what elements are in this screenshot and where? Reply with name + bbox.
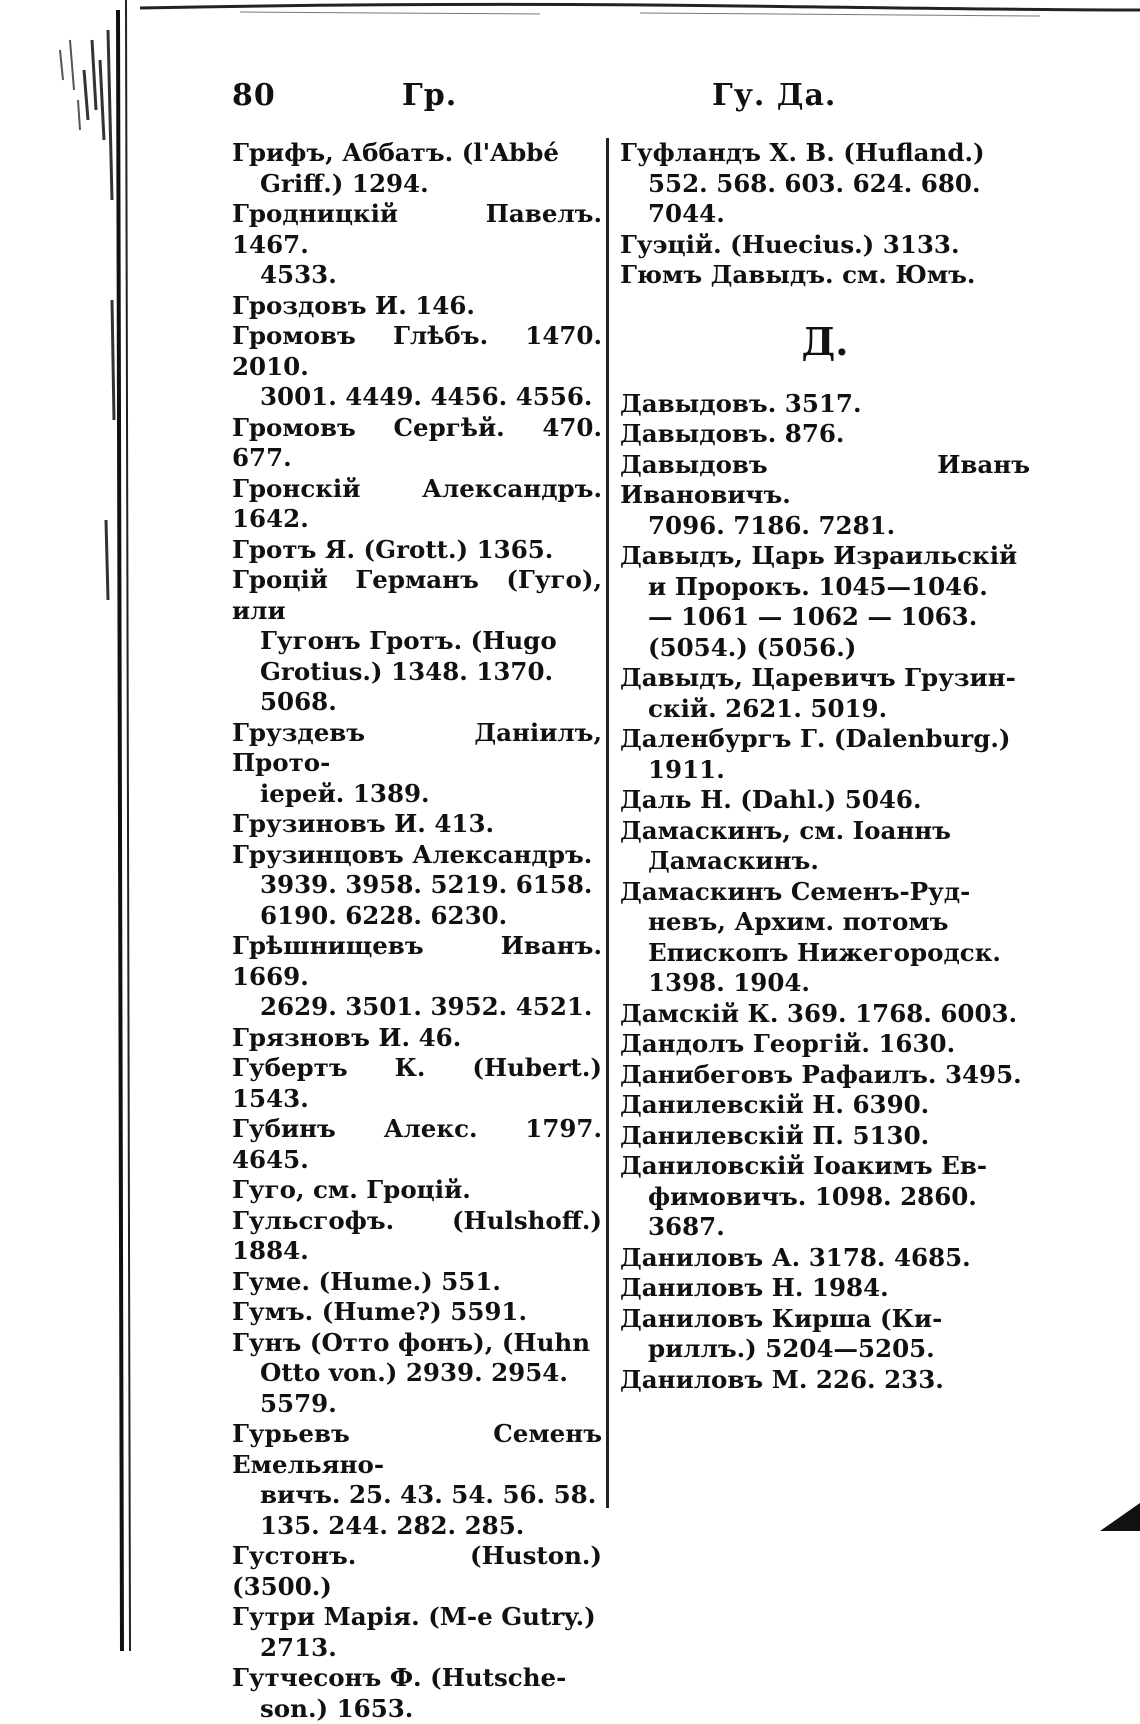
left-column [232, 138, 602, 1724]
index-entry [620, 389, 1030, 420]
entry-continuation: Otto von.) 2939. 2954. [232, 1358, 602, 1389]
index-entry [232, 1663, 602, 1724]
entry-headline: Дамаскинъ Семенъ-Руд- [620, 877, 1030, 908]
entry-continuation: Griff.) 1294. [232, 169, 602, 200]
entry-headline: Давыдъ, Царевичъ Грузин- [620, 663, 1030, 694]
entry-continuation: Дамаскинъ. [620, 846, 1030, 877]
entry-continuation: и Пророкъ. 1045—1046. [620, 572, 1030, 603]
entry-headline: Грязновъ И. 46. [232, 1023, 602, 1054]
index-entry [232, 1114, 602, 1175]
index-entry [232, 1328, 602, 1420]
index-entry [620, 724, 1030, 785]
index-entry [620, 1273, 1030, 1304]
entry-headline: Гунъ (Отто фонъ), (Huhn [232, 1328, 602, 1359]
entry-headline: Губинъ Алекс. 1797. 4645. [232, 1114, 602, 1175]
entry-continuation: скій. 2621. 5019. [620, 694, 1030, 725]
entry-headline: Грифъ, Аббатъ. (l'Abbé [232, 138, 602, 169]
index-entry [620, 450, 1030, 542]
entry-continuation: 135. 244. 282. 285. [232, 1511, 602, 1542]
entry-headline: Даниловъ Н. 1984. [620, 1273, 1030, 1304]
page-number: 80 [232, 78, 276, 113]
entry-continuation: 2629. 3501. 3952. 4521. [232, 992, 602, 1023]
index-entry [620, 663, 1030, 724]
entry-headline: Даниловъ А. 3178. 4685. [620, 1243, 1030, 1274]
index-entry [232, 1206, 602, 1267]
entry-headline: Даленбургъ Г. (Dalenburg.) [620, 724, 1030, 755]
entry-headline: Груздевъ Даніилъ, Прото- [232, 718, 602, 779]
index-entry [620, 1243, 1030, 1274]
entry-continuation: фимовичъ. 1098. 2860. [620, 1182, 1030, 1213]
index-entry [232, 321, 602, 413]
right-column [620, 138, 1030, 1395]
entry-continuation: Grotius.) 1348. 1370. [232, 657, 602, 688]
entry-continuation: 3687. [620, 1212, 1030, 1243]
entry-continuation: іерей. 1389. [232, 779, 602, 810]
index-entry [232, 138, 602, 199]
entry-continuation: невъ, Архим. потомъ [620, 907, 1030, 938]
entry-continuation: 7044. [620, 199, 1030, 230]
index-entry [620, 785, 1030, 816]
index-entry [232, 809, 602, 840]
entry-continuation: son.) 1653. [232, 1694, 602, 1724]
page-header [232, 78, 1012, 126]
column-divider [606, 138, 609, 1508]
entry-continuation: риллъ.) 5204—5205. [620, 1334, 1030, 1365]
entry-continuation: 2713. [232, 1633, 602, 1664]
page-top-edge [140, 0, 1140, 22]
index-entry [620, 1029, 1030, 1060]
entry-headline: Давыдовъ Иванъ Ивановичъ. [620, 450, 1030, 511]
index-entry [232, 565, 602, 718]
right-column-d-entries [620, 389, 1030, 1396]
entry-continuation: 3939. 3958. 5219. 6158. [232, 870, 602, 901]
entry-headline: Гутчесонъ Ф. (Hutsche- [232, 1663, 602, 1694]
index-entry [620, 1121, 1030, 1152]
index-entry [620, 1090, 1030, 1121]
index-entry [620, 877, 1030, 999]
entry-continuation: 5068. [232, 687, 602, 718]
index-entry [620, 1060, 1030, 1091]
entry-headline: Гронскій Александръ. 1642. [232, 474, 602, 535]
entry-continuation: 5579. [232, 1389, 602, 1420]
entry-continuation: 6190. 6228. 6230. [232, 901, 602, 932]
left-running-head: Гр. [402, 78, 457, 113]
entry-continuation: 552. 568. 603. 624. 680. [620, 169, 1030, 200]
page-corner-mark [1100, 1503, 1140, 1531]
index-entry [620, 260, 1030, 291]
entry-headline: Даниловскій Іоакимъ Ев- [620, 1151, 1030, 1182]
entry-headline: Данилевскій П. 5130. [620, 1121, 1030, 1152]
entry-headline: Грузинцовъ Александръ. [232, 840, 602, 871]
entry-headline: Гульсгофъ. (Hulshoff.) 1884. [232, 1206, 602, 1267]
index-entry [232, 718, 602, 810]
entry-headline: Гуго, см. Гроцій. [232, 1175, 602, 1206]
index-entry [620, 541, 1030, 663]
entry-continuation: 7096. 7186. 7281. [620, 511, 1030, 542]
entry-continuation: 1398. 1904. [620, 968, 1030, 999]
entry-headline: Громовъ Сергѣй. 470. 677. [232, 413, 602, 474]
entry-headline: Гротъ Я. (Grott.) 1365. [232, 535, 602, 566]
section-letter: Д. [620, 317, 1030, 367]
entry-continuation: (5054.) (5056.) [620, 633, 1030, 664]
index-entry [232, 1419, 602, 1541]
index-entry [232, 1053, 602, 1114]
index-entry [232, 291, 602, 322]
entry-headline: Даниловъ М. 226. 233. [620, 1365, 1030, 1396]
index-entry [232, 1602, 602, 1663]
entry-headline: Гродницкій Павелъ. 1467. [232, 199, 602, 260]
entry-headline: Гутри Марія. (M-e Gutry.) [232, 1602, 602, 1633]
index-entry [620, 816, 1030, 877]
entry-headline: Гуфландъ Х. В. (Hufland.) [620, 138, 1030, 169]
index-entry [620, 1151, 1030, 1243]
entry-headline: Даль Н. (Dahl.) 5046. [620, 785, 1030, 816]
entry-headline: Гюмъ Давыдъ. см. Юмъ. [620, 260, 1030, 291]
entry-headline: Гумъ. (Hume?) 5591. [232, 1297, 602, 1328]
entry-headline: Давыдовъ. 876. [620, 419, 1030, 450]
entry-headline: Густонъ. (Huston.) (3500.) [232, 1541, 602, 1602]
entry-continuation: вичъ. 25. 43. 54. 56. 58. [232, 1480, 602, 1511]
index-entry [232, 1541, 602, 1602]
index-entry [232, 840, 602, 932]
index-entry [232, 535, 602, 566]
entry-headline: Дамскій К. 369. 1768. 6003. [620, 999, 1030, 1030]
index-entry [620, 1304, 1030, 1365]
index-entry [620, 230, 1030, 261]
entry-continuation: 4533. [232, 260, 602, 291]
entry-headline: Дамаскинъ, см. Іоаннъ [620, 816, 1030, 847]
entry-continuation: — 1061 — 1062 — 1063. [620, 602, 1030, 633]
entry-headline: Грѣшнищевъ Иванъ. 1669. [232, 931, 602, 992]
entry-headline: Гурьевъ Семенъ Емельяно- [232, 1419, 602, 1480]
entry-headline: Данибеговъ Рафаилъ. 3495. [620, 1060, 1030, 1091]
index-entry [620, 999, 1030, 1030]
entry-headline: Гроздовъ И. 146. [232, 291, 602, 322]
index-entry [620, 138, 1030, 230]
entry-continuation: Гугонъ Гротъ. (Hugo [232, 626, 602, 657]
index-entry [232, 1175, 602, 1206]
index-entry [232, 1297, 602, 1328]
entry-continuation: 3001. 4449. 4456. 4556. [232, 382, 602, 413]
entry-continuation: Епископъ Нижегородск. [620, 938, 1030, 969]
entry-headline: Гуэцій. (Huecius.) 3133. [620, 230, 1030, 261]
entry-headline: Даниловъ Кирша (Ки- [620, 1304, 1030, 1335]
right-running-head: Гу. Да. [712, 78, 836, 113]
index-entry [232, 413, 602, 474]
entry-headline: Громовъ Глѣбъ. 1470. 2010. [232, 321, 602, 382]
right-column-top-entries [620, 138, 1030, 291]
entry-headline: Давыдъ, Царь Израильскій [620, 541, 1030, 572]
index-entry [232, 931, 602, 1023]
entry-headline: Губертъ К. (Hubert.) 1543. [232, 1053, 602, 1114]
index-entry [232, 1267, 602, 1298]
entry-continuation: 1911. [620, 755, 1030, 786]
index-entry [232, 1023, 602, 1054]
page-binding-edge [0, 0, 140, 1651]
index-entry [620, 1365, 1030, 1396]
entry-headline: Гроцій Германъ (Гуго), или [232, 565, 602, 626]
index-entry [620, 419, 1030, 450]
index-entry [232, 474, 602, 535]
entry-headline: Данилевскій Н. 6390. [620, 1090, 1030, 1121]
entry-headline: Дандолъ Георгій. 1630. [620, 1029, 1030, 1060]
entry-headline: Давыдовъ. 3517. [620, 389, 1030, 420]
entry-headline: Гуме. (Hume.) 551. [232, 1267, 602, 1298]
entry-headline: Грузиновъ И. 413. [232, 809, 602, 840]
index-entry [232, 199, 602, 291]
